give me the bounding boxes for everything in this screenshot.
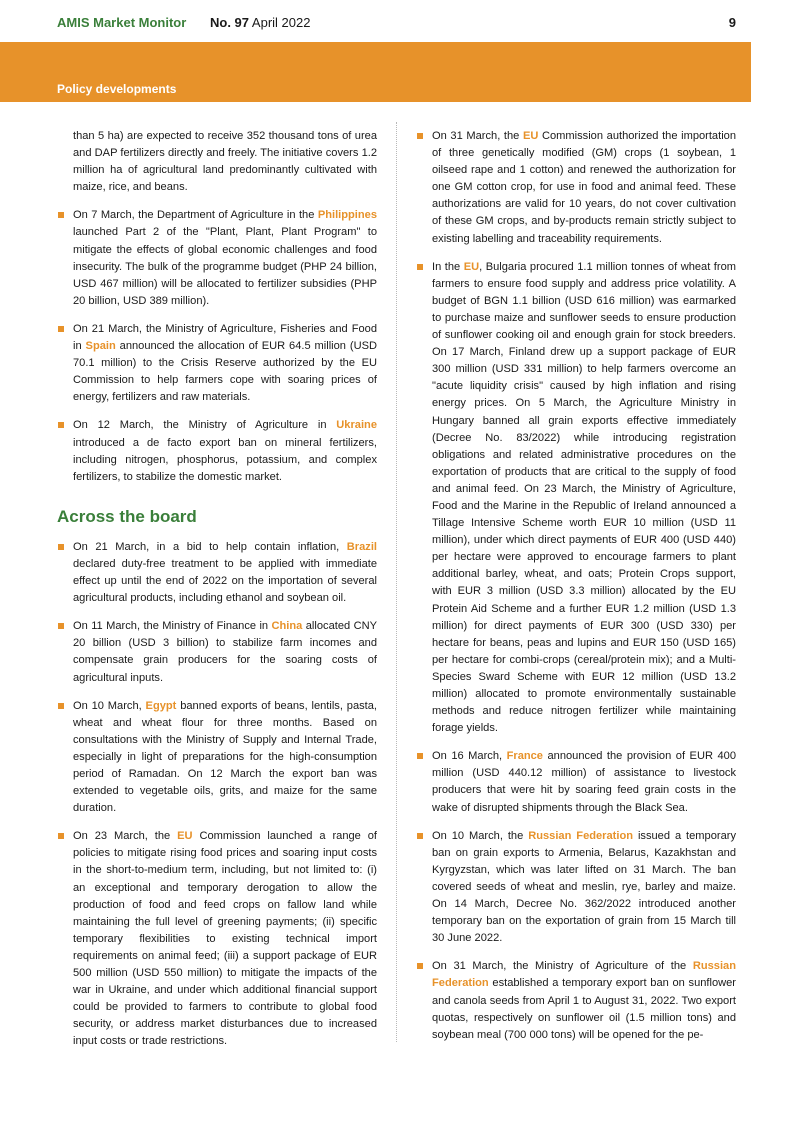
country-name: Ukraine xyxy=(336,419,377,432)
item-text-lead: On 21 March, in a bid to help contain inflation, xyxy=(73,540,347,553)
item-text-body: Commission launched a range of policies to mitigate rising food prices and soaring input costs in the short-to-medium term, including, but not limited to: (i) an exceptional and temporary derogation to allow the production of food and feed crops on fallow land while maintaining the full level of greening payments; (ii) specific temporary flexibilities to existing technical import requirements on animal feed; (iii) a support package of EUR 500 million (USD 550 million) to mitigate the impacts of the war in Ukraine, and under which additional financial support could be provided to farmers to contribute to global food security, or address market disturbances due to increased input costs or trade restrictions. xyxy=(73,830,378,1048)
left-items-top xyxy=(57,207,377,485)
item-text-lead: On 21 March, the Ministry of Agriculture, Fisheries and Food in xyxy=(73,322,377,353)
bullet-icon xyxy=(417,264,423,270)
bullet-icon xyxy=(417,133,423,139)
policy-item xyxy=(416,958,736,1043)
country-name: EU xyxy=(463,260,480,273)
country-name: Egypt xyxy=(145,699,177,712)
right-column xyxy=(416,128,736,1055)
bullet-icon xyxy=(58,623,64,629)
issue-info xyxy=(210,15,310,30)
policy-item xyxy=(57,417,377,485)
country-name: France xyxy=(506,750,543,763)
item-text-body: introduced a de facto export ban on mineral fertilizers, including nitrogen, phosphorus, potassium, and complex fertilizers, to stabilize the domestic market. xyxy=(73,436,377,483)
left-column xyxy=(57,128,377,1062)
policy-item xyxy=(57,618,377,686)
item-text-body: established a temporary export ban on sunflower and canola seeds from April 1 to August 31, 2022. Two export quotas, respectively on sunflower oil (1.5 million tons) and soybean meal (700 000 tons) will be opened for the pe- xyxy=(432,977,736,1041)
issue-date: April 2022 xyxy=(251,15,311,30)
country-name: EU xyxy=(522,130,539,142)
right-items xyxy=(416,128,736,1044)
policy-item xyxy=(57,539,377,607)
policy-item xyxy=(416,259,736,738)
item-text-body: allocated CNY 20 billion (USD 3 billion) to stabilize farm incomes and compensate grain producers for the soaring costs of agricultural inputs. xyxy=(73,620,377,684)
page-number: 9 xyxy=(728,15,736,30)
item-text-lead: On 11 March, the Ministry of Finance in xyxy=(73,620,272,633)
policy-item xyxy=(416,748,736,816)
bullet-icon xyxy=(417,963,423,969)
bullet-icon xyxy=(58,422,64,428)
item-text-lead: On 10 March, xyxy=(73,699,146,712)
country-name: Russian Federation xyxy=(528,829,634,842)
country-name: Spain xyxy=(85,340,116,353)
country-name: Russian Federation xyxy=(432,960,736,990)
item-text-lead: On 31 March, the Ministry of Agriculture of the xyxy=(432,960,693,973)
item-text-body: Commission authorized the importation of three genetically modified (GM) crops (1 soybean, 1 oilseed rape and 1 cotton) and renewed the authorization for one GM cotton crop, for use in food and animal feed. These authorizations are valid for 10 years, do not cover cultivation of these GM crops, and by-products remain strictly subject to existing labelling and traceability requirements. xyxy=(432,130,736,245)
policy-item xyxy=(57,207,377,310)
left-items-bottom xyxy=(57,539,377,1051)
item-text-body: , Bulgaria procured 1.1 million tonnes of wheat from farmers to ensure food supply and address price volatility. A budget of BGN 1.1 billion (USD 616 million) was earmarked to purchase maize and sunflower seeds to ensure production of sunflower cooking oil and enough grain for stock breeders. On 17 March, Finland drew up a support package of EUR 300 million (USD 331 million) to help farmers overcome an "acute liquidity crisis" caused by high inflation and rising energy prices. On 5 March, the Agriculture Ministry in Hungary banned all grain exports effective immediately (Decree No. 83/2022) while introducing registration obligations and related administrative procedures on the exportation of products that are critical to the supply of food and animal feed. On 23 March, the Ministry of Agriculture, Food and the Marine in the Republic of Ireland announced a Tillage Intensive Scheme worth EUR 10 million (USD 11 million), under which direct payments of EUR 400 (USD 440) per hectare were approved to encourage farmers to plant additional barley, wheat, and oats; Protein Crops support, with EUR 3 million (USD 3.3 million) allocated by the EU Protein Aid Scheme and a further EUR 1.2 million (USD 1.3 million) for direct payments of EUR 300 (USD 330) per hectare for beans, peas and lupins and EUR 150 (USD 165) per hectare for combi-crops (cereal/protein mix); and a Multi-Species Sward Scheme with EUR 12 million (USD 13.2 million) allocated to promote environmentally sustainable methods and reduce nitrogen fertilizer while maintaining forage yields. xyxy=(432,260,736,735)
item-text-lead: On 12 March, the Ministry of Agriculture in xyxy=(73,419,337,432)
policy-item xyxy=(57,828,377,1050)
section-title: Policy developments xyxy=(57,82,177,96)
bullet-icon xyxy=(58,544,64,550)
item-text-body: announced the provision of EUR 400 million (USD 440.12 million) of assistance to livestock producers that were hit by soaring feed grain costs in the wake of disrupted shipments through the Black Sea. xyxy=(432,750,736,814)
bullet-icon xyxy=(58,703,64,709)
item-text-lead: On 10 March, the xyxy=(432,829,529,842)
policy-item xyxy=(57,321,377,406)
section-heading: Across the board xyxy=(57,506,197,526)
bullet-icon xyxy=(58,212,64,218)
bullet-icon xyxy=(417,833,423,839)
column-divider xyxy=(396,122,397,1042)
country-name: Brazil xyxy=(346,540,377,553)
item-text-body: announced the allocation of EUR 64.5 million (USD 70.1 million) to the Crisis Reserve authorized by the EU Commission to help farmers cope with soaring prices of energy, fertilizers and raw materials. xyxy=(73,340,378,404)
country-name: EU xyxy=(177,830,193,843)
issue-number: No. 97 xyxy=(210,15,250,30)
item-text-body: issued a temporary ban on grain exports to Armenia, Belarus, Kazakhstan and Kyrgyzstan, which was later lifted on 31 March. The ban covered seeds of wheat and meslin, rye, barley and maize. On 14 March, Decree No. 362/2022 introduced another temporary ban on the exportation of grain from 15 March till 30 June 2022. xyxy=(432,829,736,945)
item-text-lead: On 16 March, xyxy=(432,750,507,763)
country-name: Philippines xyxy=(317,209,377,222)
item-text-lead: On 31 March, the xyxy=(432,130,523,142)
item-text-body: banned exports of beans, lentils, pasta, wheat and wheat flour for three months. Based on consultations with the Ministry of Supply and Internal Trade, especially in light of preparations for the high-consumption period of Ramadan. On 12 March the export ban was extended to vegetable oils, grits, and maize for the same duration. xyxy=(73,699,377,815)
policy-item xyxy=(416,128,736,248)
policy-item xyxy=(57,698,377,818)
page-header xyxy=(0,0,793,42)
bullet-icon xyxy=(58,833,64,839)
bullet-icon xyxy=(417,753,423,759)
item-text-body: declared duty-free treatment to be applied with immediate effect up until the end of 2022 on the importation of several agricultural products, including ethanol and soybean oil. xyxy=(73,557,377,605)
item-text-lead: On 7 March, the Department of Agriculture in the xyxy=(73,209,318,222)
policy-item xyxy=(416,828,736,948)
bullet-icon xyxy=(58,326,64,332)
item-text-lead: On 23 March, the xyxy=(73,830,178,843)
item-text-body: launched Part 2 of the "Plant, Plant, Plant Program" to mitigate the effects of global economic challenges and food insecurity. The bulk of the programme budget (PHP 24 billion, USD 467 million) will be allocated to fertilizer subsidies (PHP 20 billion, USD 389 million). xyxy=(73,226,377,307)
country-name: China xyxy=(271,620,303,633)
item-text-lead: In the xyxy=(432,260,464,273)
publication-title: AMIS Market Monitor xyxy=(57,15,187,30)
continued-paragraph: than 5 ha) are expected to receive 352 thousand tons of urea and DAP fertilizers directly and freely. The initiative covers 1.2 million ha of agricultural land predominantly cultivated with maize, rice, and beans. xyxy=(73,130,377,194)
